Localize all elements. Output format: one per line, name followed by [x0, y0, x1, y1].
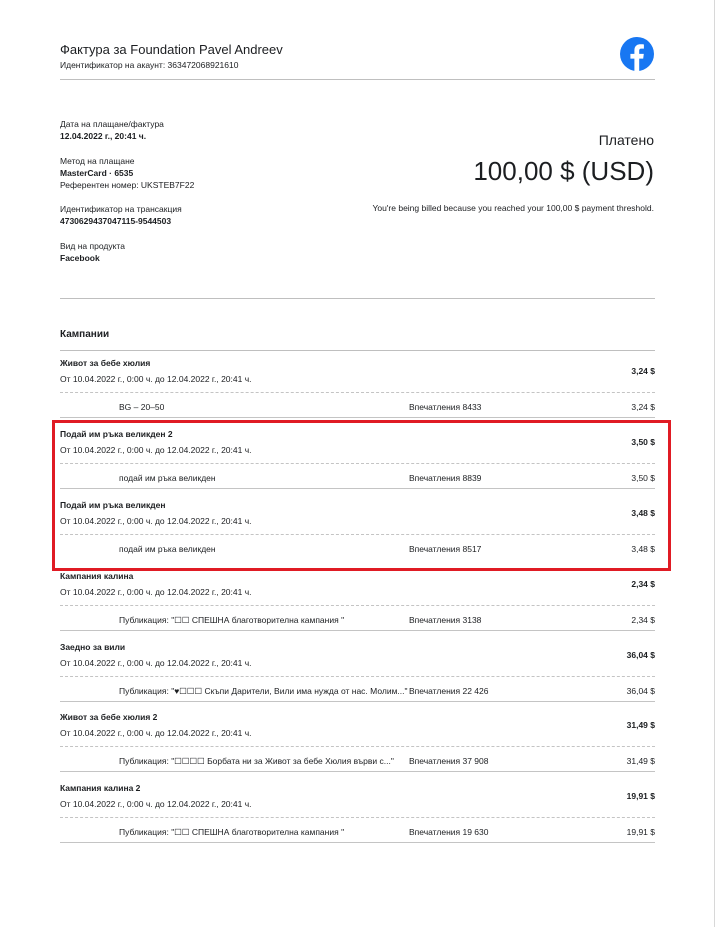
- campaign-total: 2,34 $: [631, 579, 655, 589]
- invoice-title: Фактура за Foundation Pavel Andreev: [60, 42, 283, 57]
- campaign-impressions: Впечатления 22 426: [409, 686, 489, 696]
- header-divider: [60, 79, 655, 80]
- campaigns-heading-divider: [60, 350, 655, 351]
- campaign-row: [60, 571, 655, 642]
- dotted-divider: [60, 676, 655, 677]
- campaign-name: Кампания калина: [60, 571, 134, 581]
- reference-number: Референтен номер: UKSTEB7F22: [60, 180, 195, 190]
- campaign-row: [60, 712, 655, 783]
- campaign-name: Подай им ръка великден: [60, 500, 166, 510]
- campaign-period: От 10.04.2022 г., 0:00 ч. до 12.04.2022 г., 20:41 ч.: [60, 728, 252, 738]
- payment-date-block: [60, 118, 164, 142]
- highlight-box: [52, 420, 671, 571]
- campaign-divider: [60, 842, 655, 843]
- campaign-total: 36,04 $: [626, 650, 655, 660]
- campaign-row: [60, 358, 655, 429]
- campaign-name: Заедно за вили: [60, 642, 126, 652]
- payment-method-value: MasterCard · 6535: [60, 168, 134, 178]
- campaign-row: [60, 642, 655, 713]
- campaign-item-amount: 2,34 $: [631, 615, 655, 625]
- page-edge-divider: [714, 0, 715, 927]
- campaign-total: 3,50 $: [631, 437, 655, 447]
- campaign-item-amount: 3,50 $: [631, 473, 655, 483]
- dotted-divider: [60, 392, 655, 393]
- campaign-item: Публикация: "☐☐ СПЕШНА благотворителна кампания ": [119, 827, 345, 837]
- campaign-item: подай им ръка великден: [119, 544, 216, 554]
- account-id: Идентификатор на акаунт: 363472068921610: [60, 60, 239, 70]
- dotted-divider: [60, 605, 655, 606]
- campaign-period: От 10.04.2022 г., 0:00 ч. до 12.04.2022 г., 20:41 ч.: [60, 516, 252, 526]
- campaign-period: От 10.04.2022 г., 0:00 ч. до 12.04.2022 г., 20:41 ч.: [60, 374, 252, 384]
- product-value: Facebook: [60, 253, 100, 263]
- campaign-item: BG – 20–50: [119, 402, 165, 412]
- product-label: Вид на продукта: [60, 241, 125, 251]
- campaign-impressions: Впечатления 19 630: [409, 827, 489, 837]
- campaign-divider: [60, 771, 655, 772]
- campaign-period: От 10.04.2022 г., 0:00 ч. до 12.04.2022 г., 20:41 ч.: [60, 587, 252, 597]
- campaign-item-amount: 19,91 $: [626, 827, 655, 837]
- campaign-item: Публикация: "♥☐☐☐ Скъпи Дарители, Вили има нужда от нас. Молим...": [119, 686, 408, 696]
- campaign-total: 19,91 $: [626, 791, 655, 801]
- facebook-logo-icon: [620, 37, 654, 71]
- payment-method-block: [60, 155, 194, 191]
- campaign-total: 31,49 $: [626, 720, 655, 730]
- summary-divider: [60, 298, 655, 299]
- campaign-name: Кампания калина 2: [60, 783, 141, 793]
- dotted-divider: [60, 746, 655, 747]
- campaign-impressions: Впечатления 8517: [409, 544, 482, 554]
- total-amount: 100,00 $ (USD): [473, 156, 654, 186]
- threshold-note: You're being billed because you reached your 100,00 $ payment threshold.: [372, 203, 654, 213]
- campaign-period: От 10.04.2022 г., 0:00 ч. до 12.04.2022 г., 20:41 ч.: [60, 799, 252, 809]
- campaign-impressions: Впечатления 37 908: [409, 756, 489, 766]
- campaign-period: От 10.04.2022 г., 0:00 ч. до 12.04.2022 г., 20:41 ч.: [60, 658, 252, 668]
- campaign-divider: [60, 701, 655, 702]
- payment-status: Платено: [598, 132, 654, 148]
- campaign-item-amount: 3,24 $: [631, 402, 655, 412]
- campaign-item: подай им ръка великден: [119, 473, 216, 483]
- transaction-value: 4730629437047115-9544503: [60, 216, 172, 226]
- campaign-name: Живот за бебе хюлия 2: [60, 712, 158, 722]
- campaign-item-amount: 36,04 $: [626, 686, 655, 696]
- campaign-impressions: Впечатления 3138: [409, 615, 482, 625]
- campaign-item: Публикация: "☐☐ СПЕШНА благотворителна кампания ": [119, 615, 345, 625]
- product-block: [60, 240, 125, 264]
- campaign-impressions: Впечатления 8839: [409, 473, 482, 483]
- campaign-divider: [60, 417, 655, 418]
- campaign-name: Подай им ръка великден 2: [60, 429, 173, 439]
- campaigns-heading: Кампании: [60, 329, 110, 340]
- payment-date-label: Дата на плащане/фактура: [60, 119, 164, 129]
- campaign-item: Публикация: "☐☐☐☐ Борбата ни за Живот за бебе Хюлия върви с...": [119, 756, 394, 766]
- campaign-period: От 10.04.2022 г., 0:00 ч. до 12.04.2022 г., 20:41 ч.: [60, 445, 252, 455]
- campaign-name: Живот за бебе хюлия: [60, 358, 151, 368]
- transaction-label: Идентификатор на трансакция: [60, 204, 182, 214]
- campaign-row: [60, 783, 655, 854]
- campaign-total: 3,48 $: [631, 508, 655, 518]
- campaign-item-amount: 3,48 $: [631, 544, 655, 554]
- campaign-divider: [60, 630, 655, 631]
- payment-date-value: 12.04.2022 г., 20:41 ч.: [60, 131, 147, 141]
- campaign-item-amount: 31,49 $: [626, 756, 655, 766]
- payment-method-label: Метод на плащане: [60, 156, 135, 166]
- transaction-block: [60, 203, 182, 227]
- campaign-impressions: Впечатления 8433: [409, 402, 482, 412]
- campaign-total: 3,24 $: [631, 366, 655, 376]
- dotted-divider: [60, 817, 655, 818]
